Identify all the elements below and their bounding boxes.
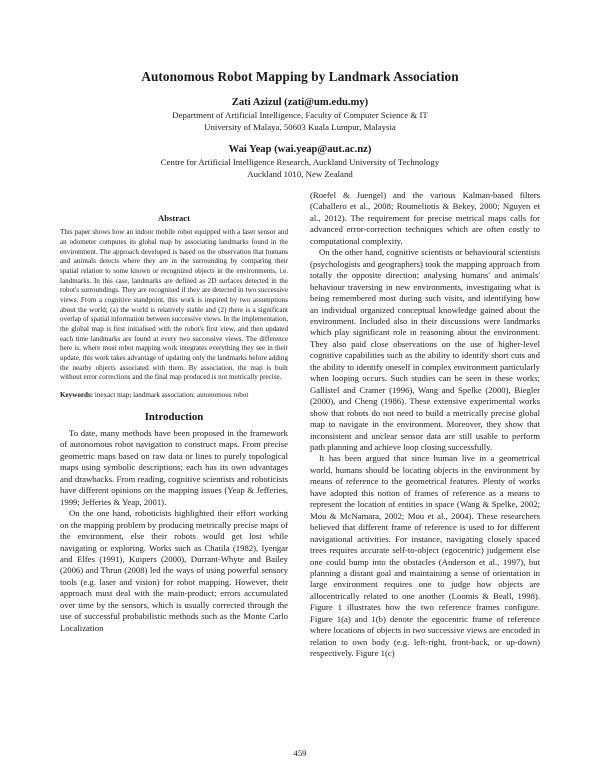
page-number: 459 — [293, 748, 307, 758]
author-1-affiliation — [0, 110, 600, 133]
author-2-name: Wai Yeap (wai.yeap@aut.ac.nz) — [228, 144, 372, 155]
keywords-text: inexact map; landmark association; autonomous robot — [94, 390, 249, 399]
body-paragraph: On the one hand, roboticists highlighted their effort working on the mapping problem by producing metrically precise maps of the environment, else their robots would get lost while navigating or exploring. Works such as Chatila (1982), Iyengar and Elfes (1991), Kuipers (2000), Durrant-Whyte and Bailey (2006) and Thrun (2008) led the ways of using powerful sensory tools (e.g. laser and vision) for robot mapping. However, their approach must deal with the main-product; errors accumulated over time by the sensors, which is usually corrected through the use of successful probabilistic methods such as the Monte Carlo Localization — [60, 508, 288, 633]
author-1-affiliation-line: University of Malaya, 50603 Kuala Lumpur, Malaysia — [204, 121, 396, 132]
abstract-heading: Abstract — [158, 213, 190, 223]
abstract-text: This paper shows how an indoor mobile robot equipped with a laser sensor and an odometer computes its global map by associating landmarks found in the environment. The approach developed is based on the observation that humans and animals detects where they are in the surrounding by comparing their spatial relation to some known or recognized objects in the environments, i.e. landmarks. In this case, landmarks are defined as 2D surfaces detected in the robot's surroundings. They are recognised if they are detected in two successive views. From a cognitive standpoint, this work is inspired by two assumptions about the world; (a) the world is relatively stable and (2) there is a significant overlap of spatial information between successive views. In the implementation, the global map is first initialised with the robot's first view, and then updated each time landmarks are found at every two successive views. The difference here is, where most robot mapping work integrates everything they see in their update, this work takes advantage of updating only the landmarks before adding the nearby objects associated with them. By association, the map is built without error corrections and the final map produced is not metrically precise. — [60, 228, 288, 382]
author-2-affiliation — [0, 157, 600, 180]
body-paragraph: (Roefel & Juengel) and the various Kalman-based filters (Caballero et al., 2008; Roumeliotis & Bekey, 2000; Nguyen et al., 2012). The requirement for precise metrical maps calls for advanced error-correction techniques which are often costly to computational complexity. — [310, 190, 540, 246]
body-paragraph: On the other hand, cognitive scientists or behavioural scientists (psychologists and geographers) took the mapping approach from totally the opposite direction; analysing humans' and animals' behaviour traversing in new environments, investigating what is being remembered most during such visits, and identifying how an individual organized conceptual knowledge gained about the environment. Included also in their discussions were landmarks which play significant role in reasoning about the environment. They also paid close observations on the use of higher-level cognitive capabilities such as the ability to identify short cuts and the ability to identify oneself in complex environment particularly when looping occurs. Such studies can be seen in these works; Gallistel and Cramer (1996), Wang and Spelke (2000), Biegler (2000), and Cheng (1986). These extensive experimental works show that robots do not need to build a metrically precise global map to navigate in the environment. Moreover, they show that inconsistent and unclear sensor data are still usable to perform path planning and achieve loop closing successfully. — [310, 247, 540, 452]
paper-title: Autonomous Robot Mapping by Landmark Association — [141, 69, 459, 84]
body-paragraph: It has been argued that since human live in a geometrical world, humans should be locating objects in the environment by means of reference to the geometrical features. Plenty of works have adopted this notion of frames of reference as a means to represent the location of entities in space (Wang & Spelke, 2002; Mou & McNamara, 2002; Mou et al., 2004). These researchers believed that different frame of reference is used to for different navigational activities. For instance, navigating closely spaced trees requires accurate self-to-object (egocentric) judgement else one could bump into the obstacles (Anderson et al., 1997), but planning a distant goal and maintaining a sense of orientation in large environment requires one to judge how objects are allocentrically related to one another (Loomis & Beall, 1998). Figure 1 illustrates how the two reference frames configure. Figure 1(a) and 1(b) denote the egocentric frame of reference where locations of objects in two successive views are encoded in relation to own body (e.g. left-right, front-back, or up-down) respectively. Figure 1(c) — [310, 453, 540, 659]
author-1-name: Zati Azizul (zati@um.edu.my) — [231, 97, 369, 108]
author-2-affiliation-line: Auckland 1010, New Zealand — [247, 168, 353, 179]
body-paragraph: To date, many methods have been proposed in the framework of autonomous robot navigation to construct maps. From precise geometric maps based on raw data or lines to purely topological maps using symbolic descriptions; each has its own advantages and drawbacks. From reading, cognitive scientists and roboticists have different opinions on the mapping issues (Yeap & Jefferies, 1999; Jefferies & Yeap, 2001). — [60, 428, 288, 507]
left-column — [60, 213, 288, 634]
keywords — [60, 391, 288, 401]
author-2-affiliation-line: Centre for Artificial Intelligence Research, Auckland University of Technology — [160, 157, 440, 167]
keywords-label: Keywords: — [60, 390, 94, 399]
right-column — [310, 190, 540, 660]
introduction-heading: Introduction — [144, 410, 204, 423]
author-1-affiliation-line: Department of Artificial Intelligence, Faculty of Computer Science & IT — [172, 110, 428, 120]
